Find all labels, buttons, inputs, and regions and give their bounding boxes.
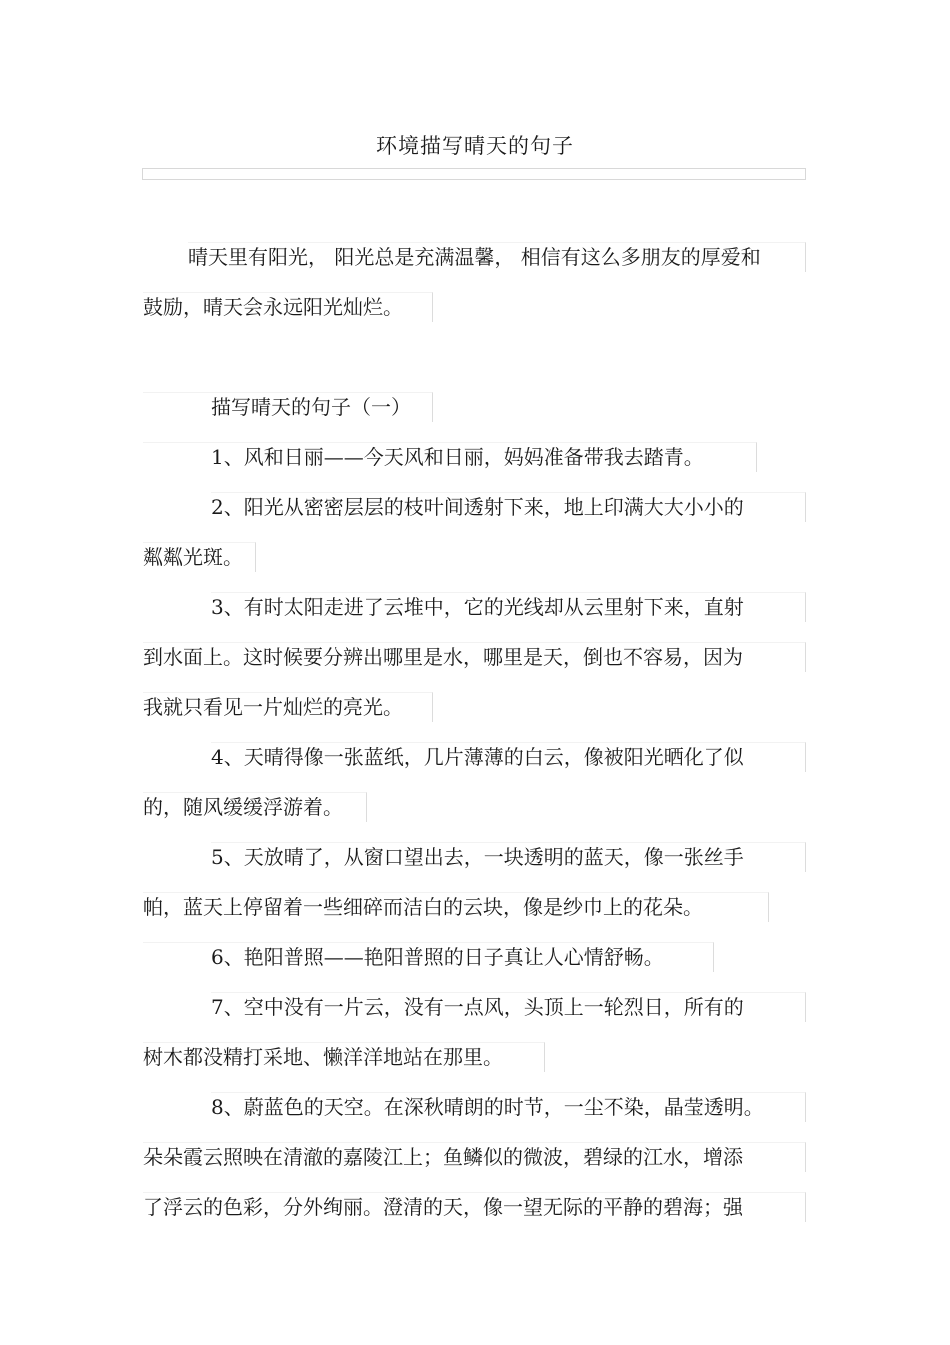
list-item: 的，随风缓缓浮游着。 [143, 792, 367, 822]
list-item: 2、阳光从密密层层的枝叶间透射下来，地上印满大大小小的 [211, 492, 806, 522]
list-item: 6、艳阳普照——艳阳普照的日子真让人心情舒畅。 [143, 942, 714, 972]
list-item: 了浮云的色彩，分外绚丽。澄清的天，像一望无际的平静的碧海；强 [143, 1192, 806, 1222]
list-item: 8、蔚蓝色的天空。在深秋晴朗的时节，一尘不染，晶莹透明。 [211, 1092, 806, 1122]
paragraph-line: 鼓励，晴天会永远阳光灿烂。 [143, 292, 433, 322]
list-item: 到水面上。这时候要分辨出哪里是水，哪里是天，倒也不容易，因为 [143, 642, 806, 672]
section-heading: 描写晴天的句子（一） [143, 392, 433, 422]
title-underline [142, 168, 806, 180]
list-item: 粼粼光斑。 [143, 542, 256, 572]
list-item: 帕，蓝天上停留着一些细碎而洁白的云块，像是纱巾上的花朵。 [143, 892, 769, 922]
list-item: 7、空中没有一片云，没有一点风，头顶上一轮烈日，所有的 [211, 992, 806, 1022]
list-item: 5、天放晴了，从窗口望出去，一块透明的蓝天，像一张丝手 [211, 842, 806, 872]
list-item: 4、天晴得像一张蓝纸，几片薄薄的白云，像被阳光晒化了似 [211, 742, 806, 772]
list-item: 树木都没精打采地、懒洋洋地站在那里。 [143, 1042, 545, 1072]
list-item: 1、风和日丽——今天风和日丽，妈妈准备带我去踏青。 [143, 442, 757, 472]
list-item: 3、有时太阳走进了云堆中，它的光线却从云里射下来，直射 [211, 592, 806, 622]
document-title: 环境描写晴天的句子 [376, 134, 574, 158]
list-item: 朵朵霞云照映在清澈的嘉陵江上；鱼鳞似的微波，碧绿的江水，增添 [143, 1142, 806, 1172]
list-item: 我就只看见一片灿烂的亮光。 [143, 692, 433, 722]
paragraph-line: 晴天里有阳光， 阳光总是充满温馨， 相信有这么多朋友的厚爱和 [188, 242, 806, 272]
